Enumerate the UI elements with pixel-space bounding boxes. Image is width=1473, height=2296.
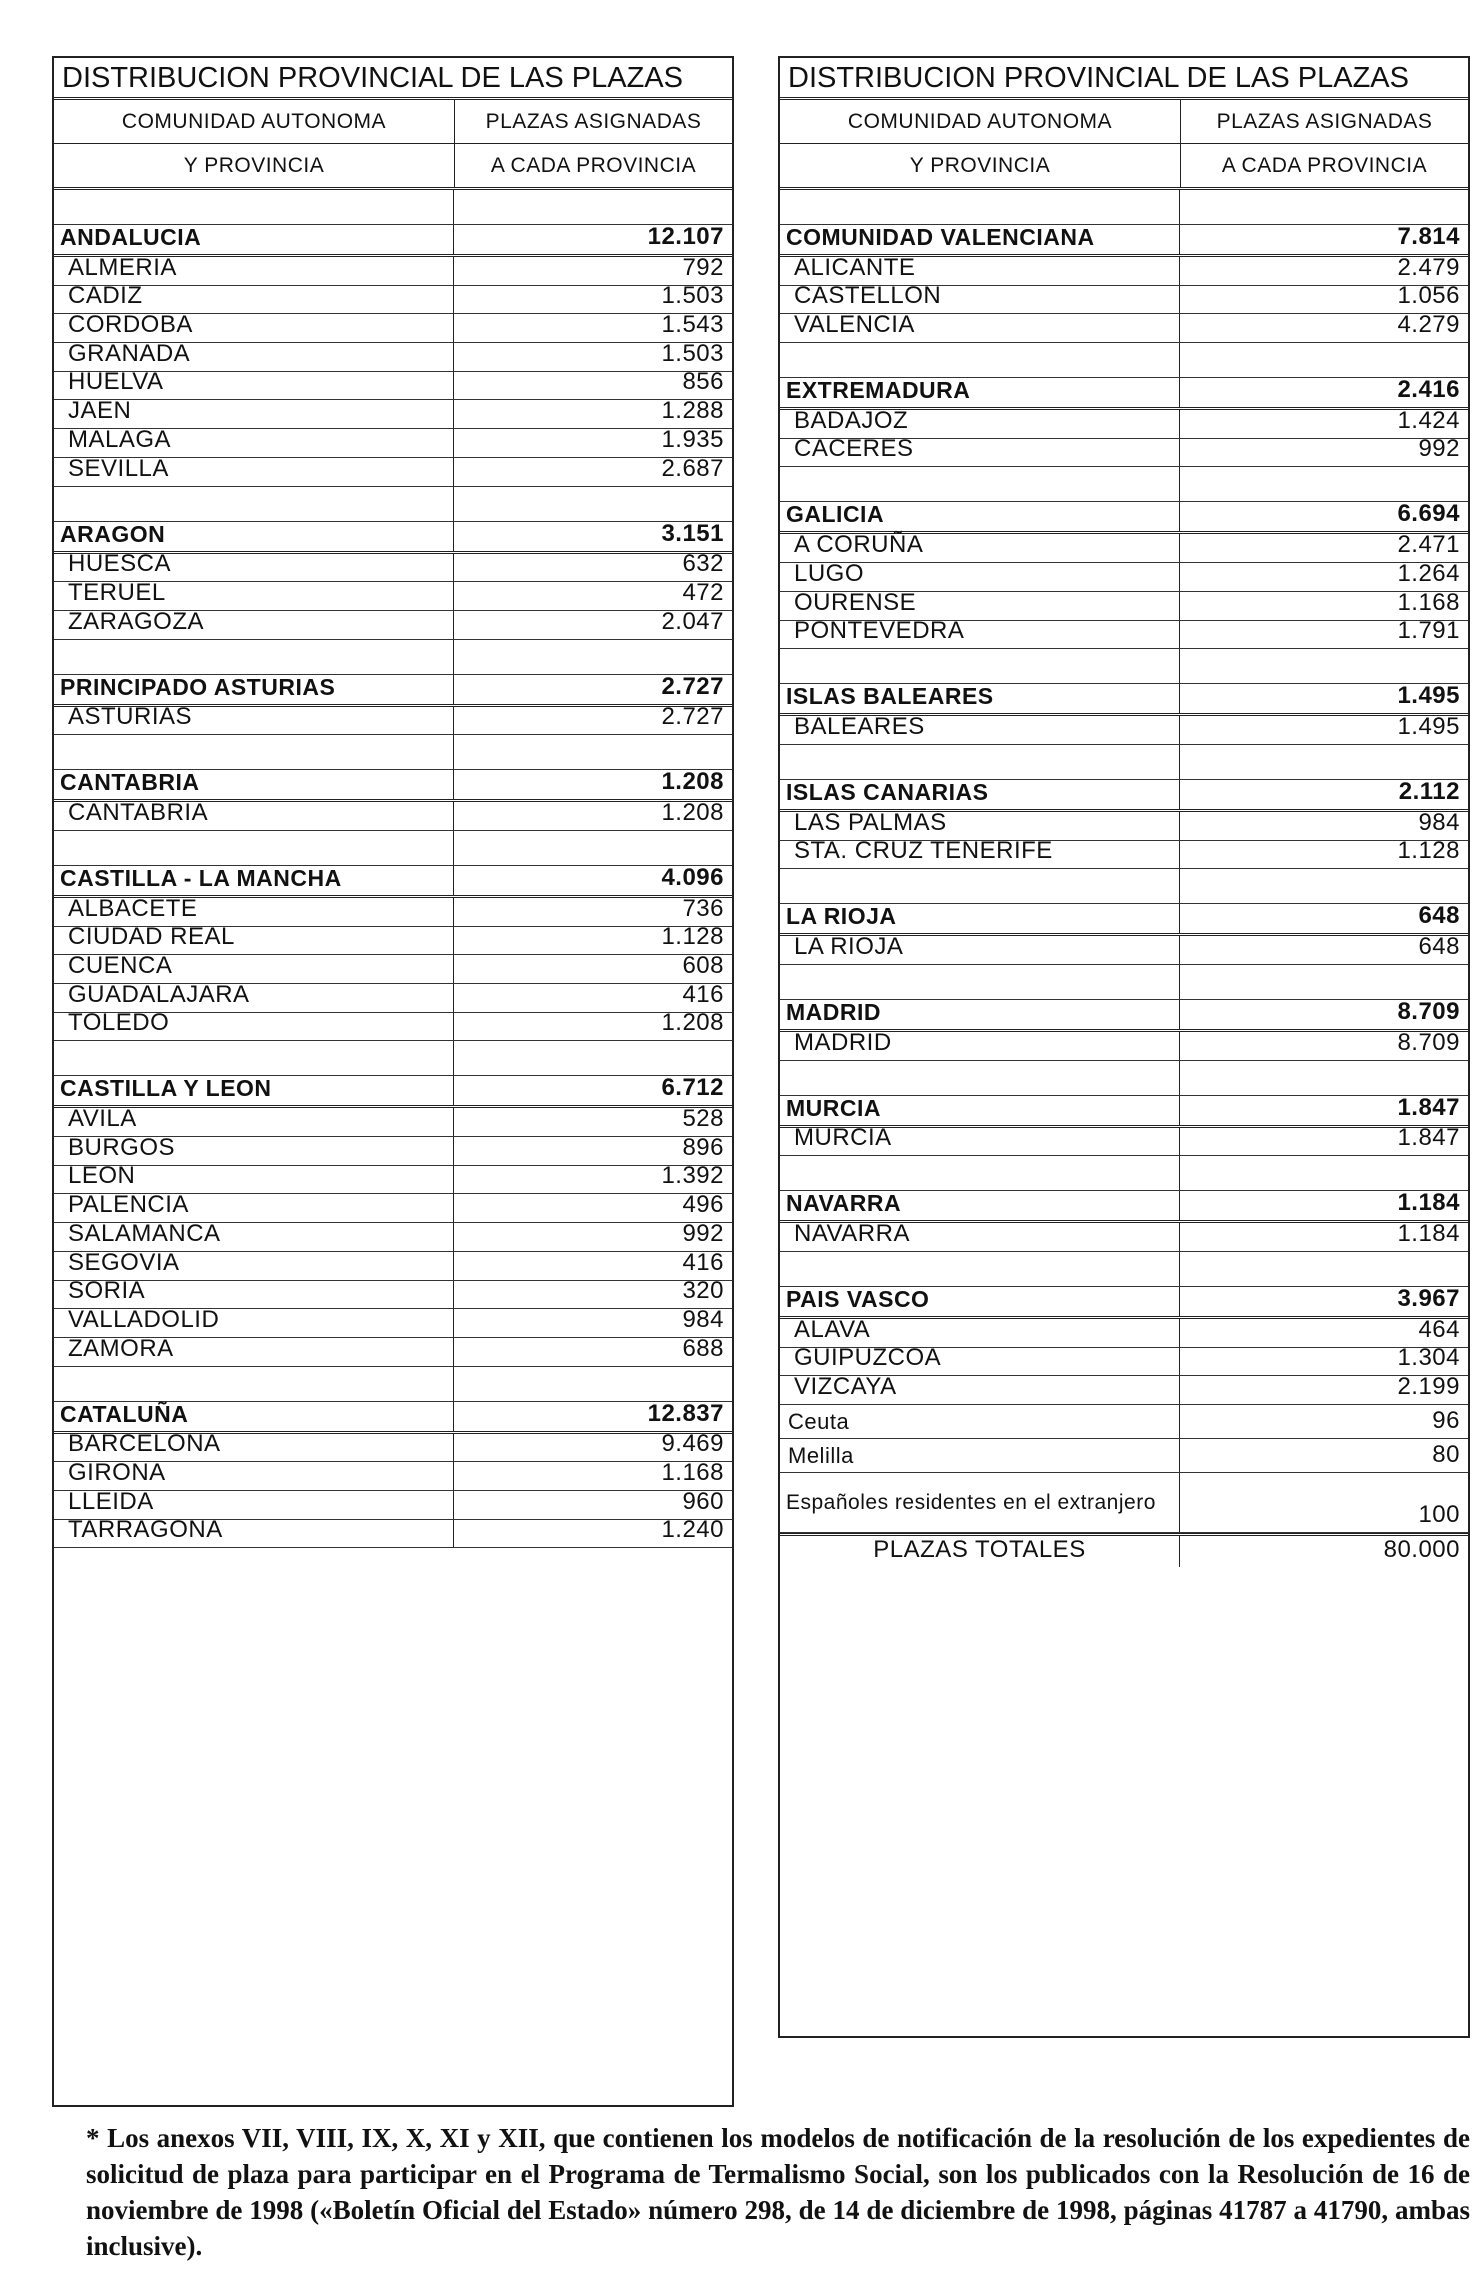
row-value: 416 (682, 980, 724, 1008)
row-value: 4.096 (661, 863, 724, 891)
row-value: 1.128 (1397, 837, 1460, 865)
row-name: ZAMORA (54, 1338, 454, 1366)
row-name (780, 343, 1180, 377)
row-name: CADIZ (54, 286, 454, 314)
row-value: 2.479 (1397, 253, 1460, 281)
row-value: 608 (682, 952, 724, 979)
row-value: 1.424 (1397, 406, 1460, 434)
row-value: 2.047 (661, 607, 724, 635)
row-name: MADRID (780, 1000, 1180, 1029)
row-name: COMUNIDAD VALENCIANA (780, 225, 1180, 254)
header-places-line2: A CADA PROVINCIA (490, 153, 697, 177)
row-value: 1.168 (1397, 588, 1460, 616)
community-row (780, 1287, 1468, 1319)
row-value: 632 (682, 550, 724, 578)
row-value (1180, 869, 1468, 903)
province-row (780, 712, 1468, 745)
province-row (780, 808, 1468, 841)
province-row (780, 1439, 1468, 1473)
row-value: 1.208 (661, 1009, 724, 1037)
province-row (780, 1405, 1468, 1439)
community-row (780, 1093, 1468, 1128)
row-value (1180, 649, 1468, 683)
province-row (780, 253, 1468, 286)
header-col-places (455, 100, 732, 187)
row-value: 1.935 (661, 425, 724, 453)
row-name: MALAGA (54, 429, 454, 457)
row-value: 896 (682, 1133, 724, 1161)
row-value: 1.128 (661, 923, 724, 951)
row-value: 12.837 (647, 1399, 724, 1427)
row-name: SORIA (54, 1281, 454, 1309)
community-row (54, 863, 732, 898)
community-row (54, 519, 732, 554)
row-name: MURCIA (780, 1096, 1180, 1125)
header-community-line1: COMUNIDAD AUTONOMA (780, 100, 1180, 144)
spacer-row (780, 965, 1468, 1000)
row-name (780, 190, 1180, 224)
province-row (54, 923, 732, 956)
province-row (780, 406, 1468, 439)
row-name (54, 831, 454, 865)
province-row (780, 932, 1468, 965)
province-row (54, 1105, 732, 1137)
province-row (780, 837, 1468, 870)
row-name: PONTEVEDRA (780, 621, 1180, 649)
community-row (780, 1191, 1468, 1223)
spacer-row (54, 640, 732, 675)
row-name: ISLAS CANARIAS (780, 780, 1180, 809)
row-value: 2.112 (1398, 777, 1460, 805)
province-row (54, 894, 732, 927)
row-value (1180, 965, 1468, 999)
province-row (780, 1373, 1468, 1405)
row-name: A CORUÑA (780, 534, 1180, 562)
row-name: CACERES (780, 439, 1180, 467)
row-value: 992 (682, 1219, 724, 1247)
row-name: NAVARRA (780, 1191, 1180, 1220)
row-value: 688 (682, 1334, 724, 1362)
spacer-row (54, 190, 732, 225)
row-name: GUADALAJARA (54, 984, 454, 1012)
table-title: DISTRIBUCION PROVINCIAL DE LAS PLAZAS (54, 58, 732, 100)
row-name: CUENCA (54, 955, 454, 983)
row-name: VALENCIA (780, 314, 1180, 342)
community-row (54, 1399, 732, 1434)
table-header (780, 100, 1468, 190)
row-name: ALMERIA (54, 257, 454, 285)
province-row (54, 952, 732, 984)
row-name: TOLEDO (54, 1013, 454, 1041)
row-value: 96 (1432, 1407, 1460, 1435)
row-value (454, 640, 732, 674)
province-row (780, 1220, 1468, 1252)
spacer-row (780, 869, 1468, 904)
row-value: 100 (1418, 1501, 1460, 1529)
row-name (54, 735, 454, 769)
row-value: 1.208 (661, 798, 724, 826)
footnote (52, 2120, 1470, 2264)
header-community-line1: COMUNIDAD AUTONOMA (54, 100, 454, 144)
row-value (454, 1367, 732, 1401)
community-row (780, 904, 1468, 936)
row-value: 992 (1418, 435, 1460, 463)
row-name: BARCELONA (54, 1434, 454, 1462)
row-name: SEGOVIA (54, 1252, 454, 1280)
province-row (780, 1315, 1468, 1348)
header-col-community (54, 100, 455, 187)
province-row (54, 798, 732, 831)
province-row (54, 454, 732, 487)
province-row (54, 1305, 732, 1338)
spacer-row (54, 831, 732, 866)
row-name: CANTABRIA (54, 770, 454, 799)
row-value: 960 (682, 1487, 724, 1515)
row-name: CASTILLA Y LEON (54, 1076, 454, 1105)
total-row (780, 1533, 1468, 1567)
row-name: OURENSE (780, 592, 1180, 620)
row-name: GUIPUZCOA (780, 1348, 1180, 1376)
community-row (780, 378, 1468, 410)
row-name: GIRONA (54, 1462, 454, 1490)
spacer-row (780, 1061, 1468, 1096)
spacer-row (780, 1252, 1468, 1287)
row-name: PRINCIPADO ASTURIAS (54, 675, 454, 704)
row-value: 1.847 (1397, 1124, 1460, 1152)
row-name (780, 965, 1180, 999)
table-header (54, 100, 732, 190)
row-name: Españoles residentes en el extranjero (780, 1473, 1180, 1532)
province-row (54, 1009, 732, 1042)
row-value: 1.503 (661, 282, 724, 310)
community-row (780, 684, 1468, 716)
row-name: HUELVA (54, 372, 454, 400)
row-name: BURGOS (54, 1137, 454, 1165)
community-row (54, 225, 732, 257)
row-name: ASTURIAS (54, 707, 454, 735)
row-name: JAEN (54, 400, 454, 428)
province-row (780, 311, 1468, 343)
spacer-row (54, 1367, 732, 1402)
community-row (54, 672, 732, 707)
row-value: 320 (682, 1277, 724, 1305)
province-row (54, 578, 732, 611)
province-row (780, 531, 1468, 563)
community-row (780, 997, 1468, 1032)
row-name (780, 467, 1180, 501)
spacer-row (780, 343, 1468, 378)
row-value: 528 (682, 1105, 724, 1133)
row-name: CATALUÑA (54, 1402, 454, 1431)
row-name: TERUEL (54, 582, 454, 610)
footnote-text: * Los anexos VII, VIII, IX, X, XI y XII, que contienen los modelos de notificación de la resolución de los expedientes de solicitud de plaza para participar en el Programa de Termalismo Social, son los publicados con la Resolución de 16 de noviembre de 1998 («Boletín Oficial del Estado» número 298, de 14 de diciembre de 1998, páginas 41787 a 41790, ambas inclusive). (86, 2123, 1470, 2261)
row-value (1180, 343, 1468, 377)
province-row (54, 253, 732, 286)
row-name (780, 1061, 1180, 1095)
row-value: 1.503 (661, 339, 724, 367)
row-name: SALAMANCA (54, 1223, 454, 1251)
province-row (780, 1344, 1468, 1377)
row-value: 6.712 (661, 1074, 724, 1102)
province-row (780, 588, 1468, 621)
row-value: 464 (1418, 1315, 1460, 1343)
province-row (780, 282, 1468, 315)
province-row (54, 368, 732, 401)
row-value: 8.709 (1397, 997, 1460, 1025)
row-name: Melilla (780, 1439, 1180, 1472)
left-table-body (54, 190, 732, 1548)
row-name: ZARAGOZA (54, 611, 454, 639)
row-value: 80 (1432, 1441, 1460, 1469)
row-value: 1.791 (1397, 617, 1460, 645)
spacer-row (54, 1041, 732, 1076)
row-name: STA. CRUZ TENERIFE (780, 841, 1180, 869)
row-value: 1.304 (1397, 1344, 1460, 1372)
row-name: EXTREMADURA (780, 378, 1180, 407)
province-row (780, 1028, 1468, 1061)
row-name: LUGO (780, 563, 1180, 591)
row-name: SEVILLA (54, 458, 454, 486)
header-col-places (1181, 100, 1468, 187)
row-value: 2.416 (1397, 376, 1460, 404)
row-name: NAVARRA (780, 1223, 1180, 1251)
community-row (780, 777, 1468, 812)
row-name (54, 640, 454, 674)
province-row (54, 311, 732, 343)
row-name: ALBACETE (54, 898, 454, 926)
province-row (54, 1487, 732, 1520)
row-value: 8.709 (1397, 1028, 1460, 1056)
row-name: LEON (54, 1166, 454, 1194)
row-name (54, 1367, 454, 1401)
row-value: 1.543 (661, 311, 724, 339)
province-row (54, 1277, 732, 1310)
row-value: 648 (1418, 902, 1460, 930)
row-name: ALAVA (780, 1319, 1180, 1347)
row-name: ISLAS BALEARES (780, 684, 1180, 713)
row-name: CIUDAD REAL (54, 927, 454, 955)
spacer-row (780, 745, 1468, 780)
province-row (54, 1458, 732, 1491)
row-value (1180, 1061, 1468, 1095)
row-name: LAS PALMAS (780, 812, 1180, 840)
row-value: 1.208 (661, 768, 724, 796)
header-community-line2: Y PROVINCIA (183, 153, 325, 177)
row-value: 3.151 (661, 519, 724, 547)
spacer-row (780, 190, 1468, 225)
province-row (54, 550, 732, 583)
header-places-line1: PLAZAS ASIGNADAS (1181, 100, 1468, 144)
row-name (780, 1252, 1180, 1286)
row-name (780, 649, 1180, 683)
province-row (780, 435, 1468, 468)
row-value: 1.184 (1397, 1220, 1460, 1247)
province-row (54, 1133, 732, 1166)
spacer-row (780, 649, 1468, 684)
row-name: LA RIOJA (780, 936, 1180, 964)
community-row (54, 770, 732, 802)
province-row (54, 703, 732, 736)
row-value: 80.000 (1383, 1536, 1460, 1564)
row-value: 2.727 (661, 703, 724, 731)
row-name: LLEIDA (54, 1491, 454, 1519)
row-name: PAIS VASCO (780, 1287, 1180, 1316)
community-row (780, 225, 1468, 257)
row-name: BALEARES (780, 716, 1180, 744)
row-value: 1.056 (1397, 282, 1460, 310)
row-value (1180, 190, 1468, 224)
right-distribution-table (778, 56, 1470, 2038)
row-value: 3.967 (1397, 1285, 1460, 1312)
row-value: 856 (682, 368, 724, 396)
row-name: VALLADOLID (54, 1309, 454, 1337)
province-row (54, 1516, 732, 1549)
row-value (454, 831, 732, 865)
row-value: 1.168 (661, 1458, 724, 1486)
table-title: DISTRIBUCION PROVINCIAL DE LAS PLAZAS (780, 58, 1468, 100)
row-value: 12.107 (647, 223, 724, 250)
left-distribution-table (52, 56, 734, 2107)
province-row (780, 1473, 1468, 1533)
province-row (54, 980, 732, 1013)
row-value: 1.495 (1397, 712, 1460, 740)
province-row (780, 617, 1468, 650)
row-name: ANDALUCIA (54, 225, 454, 254)
row-value (454, 1041, 732, 1075)
row-name: LA RIOJA (780, 904, 1180, 933)
row-value (1180, 745, 1468, 779)
row-name: MADRID (780, 1032, 1180, 1060)
row-value: 416 (682, 1248, 724, 1276)
row-name: HUESCA (54, 554, 454, 582)
row-value (454, 735, 732, 769)
row-name: ARAGON (54, 522, 454, 551)
header-community-line2: Y PROVINCIA (909, 153, 1051, 177)
province-row (54, 1334, 732, 1367)
header-places-line2: A CADA PROVINCIA (1221, 153, 1428, 177)
row-name: PLAZAS TOTALES (780, 1536, 1180, 1567)
row-value (454, 190, 732, 224)
community-row (780, 502, 1468, 534)
row-value: 4.279 (1397, 311, 1460, 339)
province-row (54, 1248, 732, 1281)
province-row (54, 1191, 732, 1223)
row-name: BADAJOZ (780, 410, 1180, 438)
row-name: Ceuta (780, 1405, 1180, 1438)
row-name (54, 487, 454, 521)
row-name: GRANADA (54, 343, 454, 371)
row-value (1180, 467, 1468, 501)
row-value: 648 (1418, 932, 1460, 960)
province-row (54, 1162, 732, 1195)
province-row (54, 339, 732, 372)
row-value: 1.240 (661, 1516, 724, 1544)
row-value: 9.469 (661, 1430, 724, 1458)
row-value: 1.392 (661, 1162, 724, 1190)
row-value: 1.847 (1397, 1093, 1460, 1121)
spacer-row (780, 467, 1468, 502)
row-name: TARRAGONA (54, 1520, 454, 1548)
row-value: 984 (682, 1305, 724, 1333)
row-value: 2.199 (1397, 1373, 1460, 1401)
province-row (54, 1219, 732, 1252)
row-value: 7.814 (1397, 223, 1460, 250)
row-name: CASTILLA - LA MANCHA (54, 866, 454, 895)
row-name: AVILA (54, 1108, 454, 1136)
spacer-row (54, 735, 732, 770)
header-places-line1: PLAZAS ASIGNADAS (455, 100, 732, 144)
province-row (54, 425, 732, 458)
row-name (54, 190, 454, 224)
row-value: 2.727 (661, 672, 724, 700)
province-row (54, 397, 732, 429)
row-value: 1.184 (1397, 1189, 1460, 1217)
row-value: 472 (682, 578, 724, 606)
row-value (454, 487, 732, 521)
row-name (780, 745, 1180, 779)
province-row (54, 607, 732, 640)
province-row (780, 559, 1468, 592)
row-name: PALENCIA (54, 1194, 454, 1222)
province-row (780, 1124, 1468, 1157)
community-row (54, 1076, 732, 1108)
row-name (780, 1156, 1180, 1190)
province-row (54, 282, 732, 315)
row-value: 6.694 (1397, 500, 1460, 528)
row-value: 736 (682, 894, 724, 922)
row-name: VIZCAYA (780, 1376, 1180, 1404)
row-value: 1.288 (661, 397, 724, 425)
row-name: CASTELLON (780, 286, 1180, 314)
row-value: 1.495 (1397, 682, 1460, 710)
spacer-row (54, 487, 732, 522)
row-value (1180, 1156, 1468, 1190)
province-row (54, 1430, 732, 1463)
row-value (1180, 1252, 1468, 1286)
right-table-body (780, 190, 1468, 1567)
row-name (780, 869, 1180, 903)
row-name: MURCIA (780, 1128, 1180, 1156)
row-value: 496 (682, 1191, 724, 1219)
header-col-community (780, 100, 1181, 187)
row-value: 2.687 (661, 454, 724, 482)
row-name: CORDOBA (54, 314, 454, 342)
row-value: 1.264 (1397, 559, 1460, 587)
row-name: ALICANTE (780, 257, 1180, 285)
row-name: CANTABRIA (54, 802, 454, 830)
row-name (54, 1041, 454, 1075)
row-value: 2.471 (1397, 531, 1460, 559)
spacer-row (780, 1156, 1468, 1191)
row-value: 984 (1418, 808, 1460, 836)
row-value: 792 (682, 253, 724, 281)
row-name: GALICIA (780, 502, 1180, 531)
